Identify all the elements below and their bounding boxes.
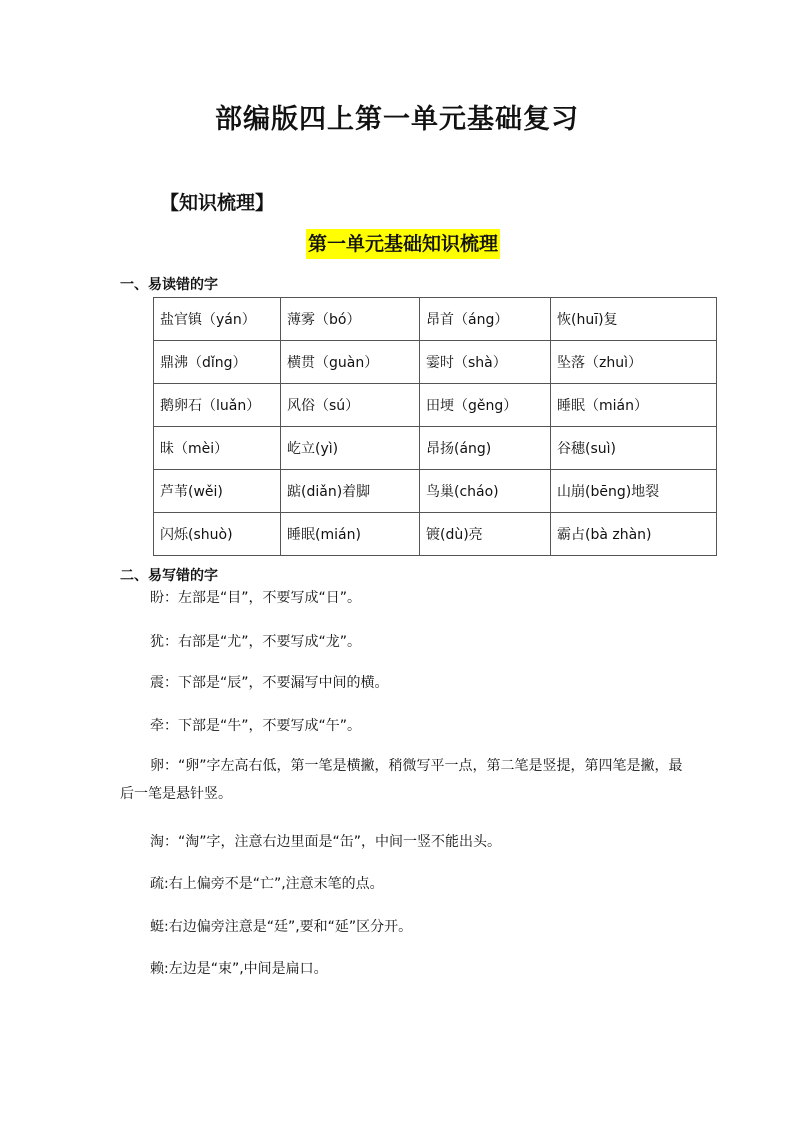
table-row [154, 470, 717, 513]
table-cell: 昂首（áng） [420, 298, 551, 341]
table-cell: 横贯（guàn） [281, 341, 420, 384]
table-cell: 鼎沸（dǐng） [154, 341, 281, 384]
note-paragraph: 蜓:右边偏旁注意是“廷”,要和“延”区分开。 [150, 919, 413, 935]
table-cell: 坠落（zhuì） [551, 341, 717, 384]
table-cell: 睡眠(mián) [281, 513, 420, 556]
table-cell: 芦苇(wěi) [154, 470, 281, 513]
table-cell: 风俗（sú） [281, 384, 420, 427]
heading-miswritten-characters: 二、易写错的字 [120, 568, 218, 584]
table-cell: 昂扬(áng) [420, 427, 551, 470]
note-paragraph: 盼：左部是“目”，不要写成“日”。 [150, 590, 362, 606]
table-cell: 踮(diǎn)着脚 [281, 470, 420, 513]
note-paragraph: 淘：“淘”字，注意右边里面是“缶”，中间一竖不能出头。 [150, 834, 502, 850]
note-paragraph: 卵：“卵”字左高右低，第一笔是横撇，稍微写平一点，第二笔是竖提，第四笔是撇，最后一笔是悬针竖。 [120, 758, 683, 802]
note-paragraph: 牵：下部是“牛”，不要写成“午”。 [150, 718, 362, 734]
note-paragraph: 疏:右上偏旁不是“亡”,注意末笔的点。 [150, 876, 384, 892]
note-paragraph: 震：下部是“辰”，不要漏写中间的横。 [150, 675, 389, 691]
table-row [154, 513, 717, 556]
table-cell: 田埂（gěng） [420, 384, 551, 427]
table-cell: 山崩(bēng)地裂 [551, 470, 717, 513]
table-cell: 谷穗(suì) [551, 427, 717, 470]
table-row [154, 384, 717, 427]
heading-misread-characters: 一、易读错的字 [120, 277, 218, 293]
section-label-knowledge: 【知识梳理】 [160, 192, 275, 214]
document-title: 部编版四上第一单元基础复习 [215, 104, 579, 135]
table-cell: 昧（mèi） [154, 427, 281, 470]
table-cell: 鹅卵石（luǎn） [154, 384, 281, 427]
table-cell: 镀(dù)亮 [420, 513, 551, 556]
table-cell: 霎时（shà） [420, 341, 551, 384]
note-paragraph: 赖:左边是“束”,中间是扁口。 [150, 961, 328, 977]
table-cell: 薄雾（bó） [281, 298, 420, 341]
table-cell: 霸占(bà zhàn) [551, 513, 717, 556]
table-cell: 鸟巢(cháo) [420, 470, 551, 513]
table-row [154, 341, 717, 384]
table-cell: 屹立(yì) [281, 427, 420, 470]
table-row [154, 298, 717, 341]
misread-characters-table [153, 297, 717, 556]
table-cell: 恢(huī)复 [551, 298, 717, 341]
note-paragraph: 犹：右部是“尤”，不要写成“龙”。 [150, 634, 362, 650]
table-cell: 闪烁(shuò) [154, 513, 281, 556]
highlighted-heading: 第一单元基础知识梳理 [306, 229, 500, 259]
table-row [154, 427, 717, 470]
table-cell: 盐官镇（yán） [154, 298, 281, 341]
table-cell: 睡眠（mián） [551, 384, 717, 427]
